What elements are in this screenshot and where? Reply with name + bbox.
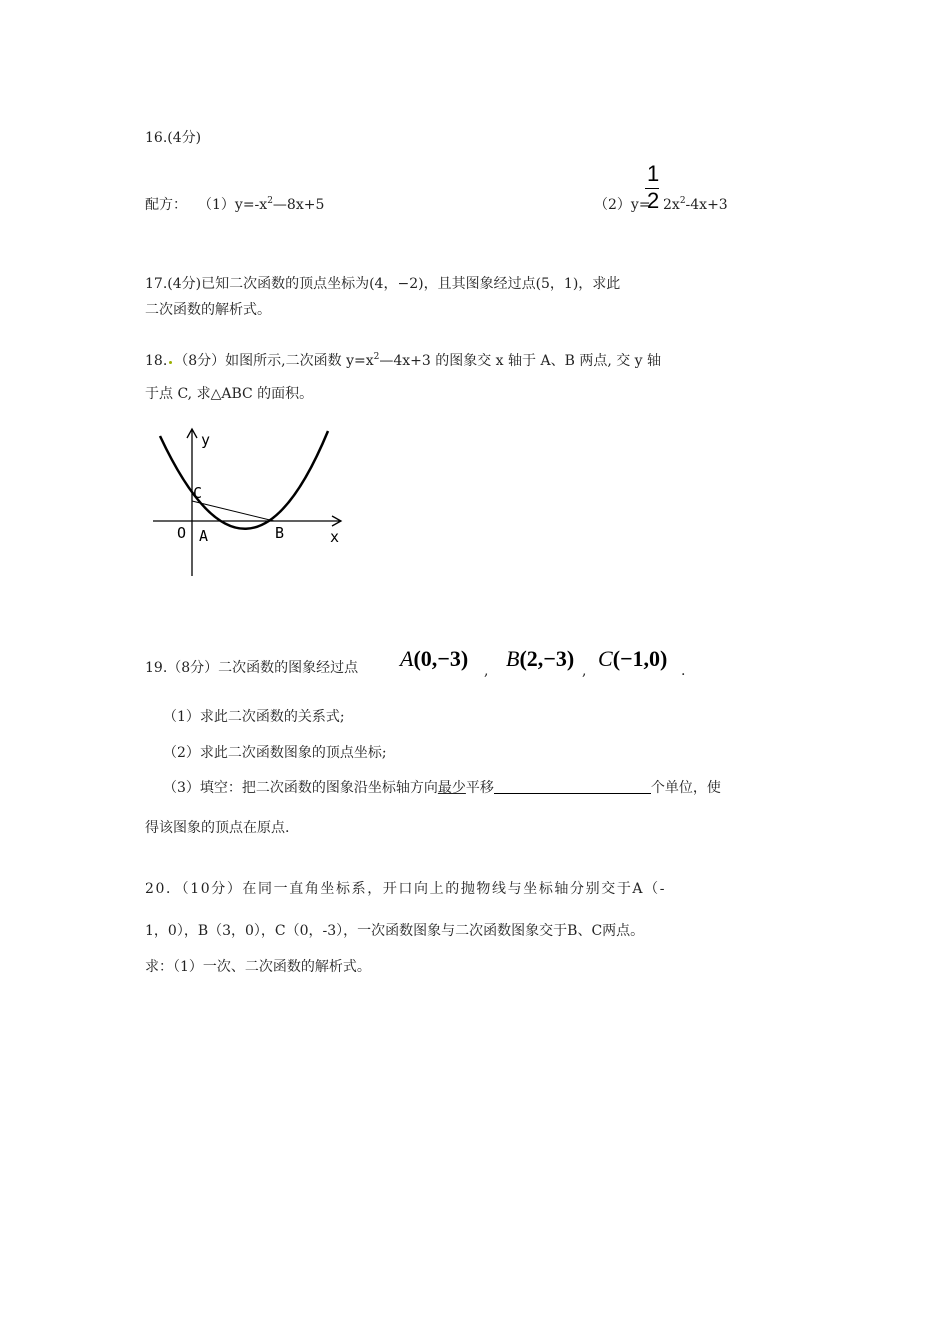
q19-part3-c: 个单位，使 bbox=[650, 780, 721, 796]
q19-point-a-coord: (0,−3) bbox=[413, 646, 469, 671]
q20-line3: 求：（1）一次、二次函数的解析式。 bbox=[145, 959, 371, 975]
q18-exponent: 2 bbox=[373, 352, 380, 362]
q16-part2-body bbox=[663, 196, 728, 214]
q19-comma-2: , bbox=[582, 663, 587, 679]
q19-point-a bbox=[400, 646, 468, 672]
q19-point-c-letter: C bbox=[598, 646, 613, 671]
q19-point-a-letter: A bbox=[400, 646, 414, 671]
q16-part1 bbox=[198, 196, 324, 214]
q17-line2: 二次函数的解析式。 bbox=[145, 302, 271, 318]
q19-point-c bbox=[598, 646, 667, 672]
label-b: B bbox=[275, 524, 285, 542]
q19-part3-a: （3）填空：把二次函数的图象沿坐标轴方向 bbox=[163, 780, 438, 796]
q16-part1-tail: —8x+5 bbox=[272, 197, 325, 213]
q18-line1-text: （8分）如图所示,二次函数 y=x bbox=[174, 353, 374, 369]
q17-line1: 17.(4分)已知二次函数的顶点坐标为(4，−2)，且其图象经过点(5，1)，求此 bbox=[145, 276, 621, 292]
q18-line2: 于点 C, 求△ABC 的面积。 bbox=[145, 386, 314, 402]
q16-part2-prefix: （2）y= bbox=[594, 197, 651, 213]
q16-fraction-denominator: 2 bbox=[647, 188, 660, 213]
q16-part2-a: 2x bbox=[663, 197, 680, 213]
label-x: x bbox=[330, 528, 340, 546]
label-o: O bbox=[177, 524, 187, 542]
q19-comma-1: , bbox=[484, 663, 489, 679]
q16-header: 16.(4分) bbox=[145, 130, 202, 146]
q20-line1: 20．（10分）在同一直角坐标系，开口向上的抛物线与坐标轴分别交于A（- bbox=[145, 881, 667, 897]
segment-cb bbox=[192, 501, 274, 521]
q19-part3 bbox=[163, 779, 721, 797]
q18-line1 bbox=[145, 352, 661, 370]
q19-answer-blank[interactable] bbox=[494, 779, 651, 794]
label-c: C bbox=[193, 484, 203, 502]
q18-parabola-graph bbox=[148, 424, 358, 584]
q16-part1-prefix: （1）y=-x bbox=[198, 197, 268, 213]
q19-point-b bbox=[506, 646, 574, 672]
q19-point-b-coord: (2,−3) bbox=[519, 646, 575, 671]
q18-line1-tail: —4x+3 的图象交 x 轴于 A、B 两点, 交 y 轴 bbox=[379, 353, 662, 369]
q16-fraction-numerator: 1 bbox=[647, 161, 660, 186]
q19-part2: （2）求此二次函数图象的顶点坐标; bbox=[163, 745, 387, 761]
green-dot-mark bbox=[169, 361, 172, 364]
q16-part1-exponent: 2 bbox=[267, 196, 273, 206]
q19-point-c-coord: (−1,0) bbox=[612, 646, 668, 671]
q19-part3-underlined: 最少 bbox=[437, 780, 466, 796]
label-a: A bbox=[199, 527, 209, 545]
q19-point-b-letter: B bbox=[506, 646, 520, 671]
label-y: y bbox=[201, 431, 211, 449]
q19-period: . bbox=[681, 663, 686, 679]
q16-part2-tail: -4x+3 bbox=[685, 197, 728, 213]
q16-part2-exponent: 2 bbox=[679, 196, 686, 206]
q16-lead: 配方： bbox=[145, 197, 187, 213]
q19-part3-b: 平移 bbox=[465, 780, 494, 796]
q19-part3-line2: 得该图象的顶点在原点. bbox=[145, 820, 290, 836]
q19-intro: 19.（8分）二次函数的图象经过点 bbox=[145, 660, 359, 676]
q20-line2: 1，0），B（3，0），C（0，-3），一次函数图象与二次函数图象交于B、C两点。 bbox=[145, 923, 645, 939]
q18-number: 18. bbox=[145, 353, 168, 369]
q19-part1: （1）求此二次函数的关系式; bbox=[163, 709, 345, 725]
